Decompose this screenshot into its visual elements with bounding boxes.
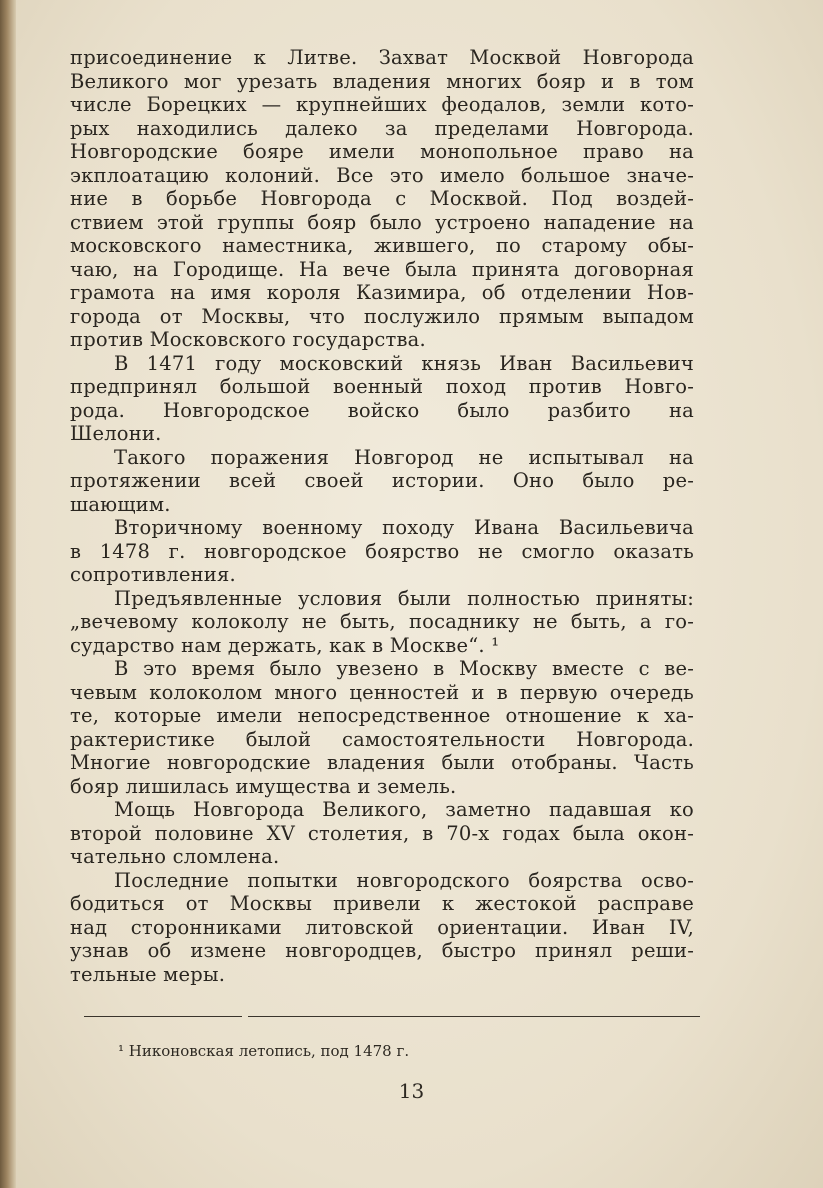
text-line: сударство нам держать, как в Москве“. ¹ bbox=[70, 633, 500, 657]
text-line: чевым колоколом много ценностей и в первую очередь bbox=[70, 680, 694, 704]
text-line: присоединение к Литве. Захват Москвой Новгорода bbox=[70, 46, 694, 69]
text-line: протяжении всей своей истории. Оно было ре- bbox=[70, 469, 694, 492]
text-line: против Московского государства. bbox=[70, 328, 426, 351]
text-line: ние в борьбе Новгорода с Москвой. Под воздей- bbox=[70, 187, 694, 210]
text-line: шающим. bbox=[70, 492, 171, 516]
text-line: грамота на имя короля Казимира, об отделении Нов- bbox=[70, 281, 694, 304]
text-line: в 1478 г. новгородское боярство не смогло оказать bbox=[70, 539, 694, 563]
text-line: тельные меры. bbox=[70, 962, 226, 986]
text-line: Мощь Новгорода Великого, заметно падавшая ко bbox=[114, 798, 694, 821]
page-number: 13 bbox=[398, 1079, 425, 1103]
text-line: города от Москвы, что послужило прямым выпадом bbox=[70, 304, 694, 328]
text-line: чательно сломлена. bbox=[70, 845, 280, 868]
text-line: Предъявленные условия были полностью приняты: bbox=[114, 586, 694, 610]
text-line: Шелони. bbox=[70, 422, 162, 445]
text-line: Вторичному военному походу Ивана Васильевича bbox=[114, 516, 694, 539]
body-text bbox=[70, 46, 694, 986]
text-line: над сторонниками литовской ориентации. Иван IV, bbox=[70, 915, 694, 939]
text-line: Новгородские бояре имели монопольное право на bbox=[70, 140, 694, 163]
text-line: бодиться от Москвы привели к жестокой расправе bbox=[70, 892, 694, 915]
text-line: ствием этой группы бояр было устроено нападение на bbox=[70, 210, 694, 234]
text-line: рода. Новгородское войско было разбито на bbox=[70, 398, 694, 422]
text-line: В 1471 году московский князь Иван Васильевич bbox=[114, 351, 694, 375]
text-line: те, которые имели непосредственное отношение к ха- bbox=[70, 704, 694, 727]
text-line: сопротивления. bbox=[70, 563, 236, 586]
text-line: Многие новгородские владения были отобраны. Часть bbox=[70, 751, 694, 774]
text-line: бояр лишилась имущества и земель. bbox=[70, 774, 457, 798]
text-line: Такого поражения Новгород не испытывал на bbox=[114, 445, 694, 469]
footnote: ¹ Никоновская летопись, под 1478 г. bbox=[118, 1042, 410, 1060]
text-line: Великого мог урезать владения многих бояр и в том bbox=[70, 69, 694, 93]
text-line: В это время было увезено в Москву вместе с ве- bbox=[114, 657, 694, 680]
book-spine-shadow bbox=[0, 0, 16, 1188]
text-line: рактеристике былой самостоятельности Новгорода. bbox=[70, 727, 694, 751]
text-line: второй половине XV столетия, в 70-х годах была окон- bbox=[70, 821, 694, 845]
text-line: московского наместника, жившего, по старому обы- bbox=[70, 234, 694, 257]
text-line: чаю, на Городище. На вече была принята договорная bbox=[70, 257, 694, 281]
text-line: экплоатацию колоний. Все это имело большое значе- bbox=[70, 163, 694, 187]
footnote-divider bbox=[84, 1016, 242, 1017]
text-line: узнав об измене новгородцев, быстро принял реши- bbox=[70, 939, 694, 962]
text-line: числе Борецких — крупнейших феодалов, земли кото- bbox=[70, 93, 694, 116]
text-line: Последние попытки новгородского боярства осво- bbox=[114, 868, 694, 892]
text-line: „вечевому колоколу не быть, посаднику не быть, а го- bbox=[70, 610, 694, 633]
text-line: предпринял большой военный поход против Новго- bbox=[70, 375, 694, 398]
footnote-divider bbox=[248, 1016, 700, 1017]
text-line: рых находились далеко за пределами Новгорода. bbox=[70, 116, 694, 140]
